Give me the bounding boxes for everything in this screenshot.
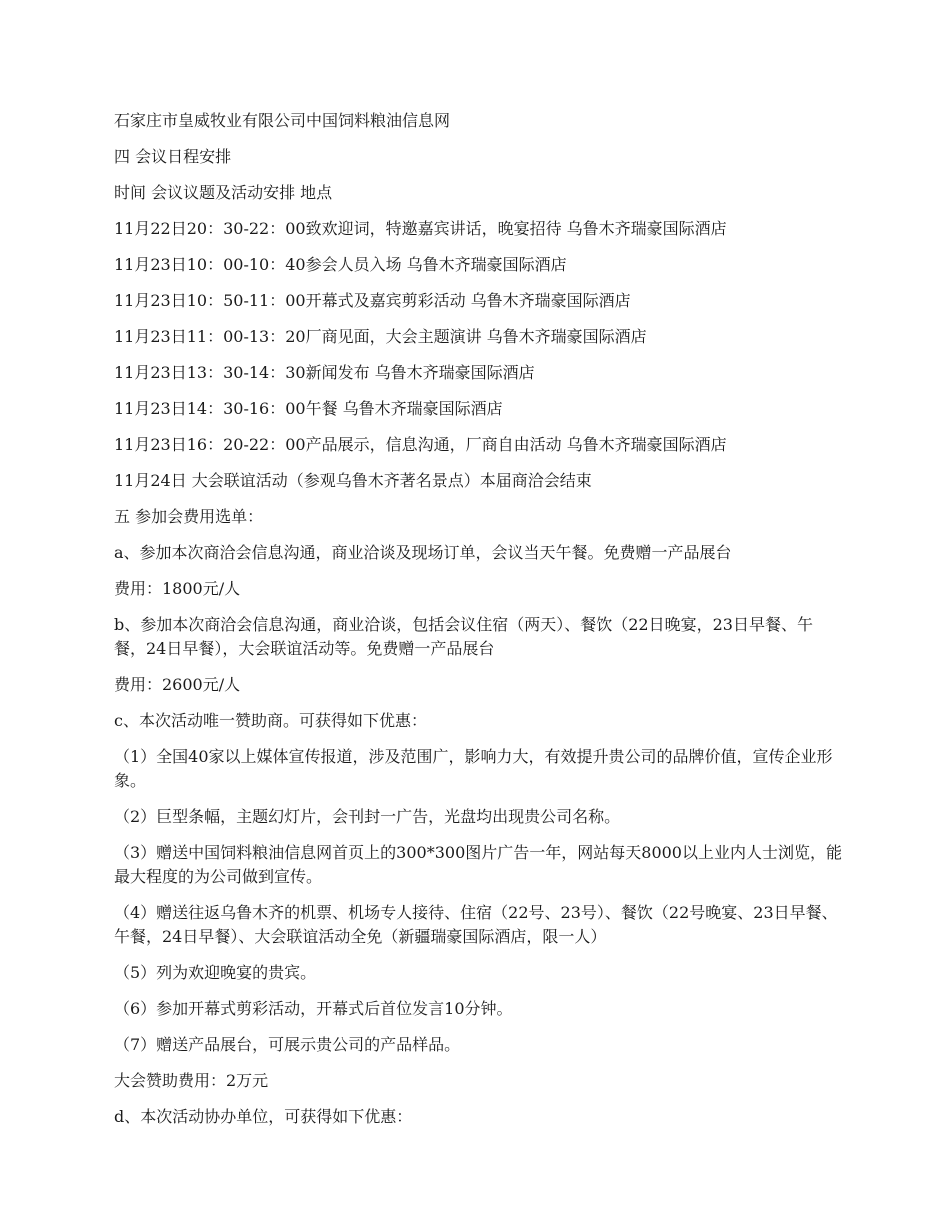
- paragraph-company-header: 石家庄市皇威牧业有限公司中国饲料粮油信息网: [114, 111, 451, 130]
- fee-option-b: b、参加本次商洽会信息沟通，商业洽谈，包括会议住宿（两天）、餐饮（22日晚宴，23日早餐、午餐，24日早餐），大会联谊活动等。免费赠一产品展台: [114, 615, 813, 658]
- schedule-item: 11月22日20：30-22：00致欢迎词，特邀嘉宾讲话，晚宴招待 乌鲁木齐瑞豪国际酒店: [114, 219, 727, 238]
- benefit-item: （5）列为欢迎晚宴的贵宾。: [114, 963, 317, 982]
- benefit-item: （3）赠送中国饲料粮油信息网首页上的300*300图片广告一年，网站每天8000以上业内人士浏览，能最大程度的为公司做到宣传。: [114, 843, 842, 886]
- schedule-item: 11月23日10：50-11：00开幕式及嘉宾剪彩活动 乌鲁木齐瑞豪国际酒店: [114, 291, 631, 310]
- fee-option-c: c、本次活动唯一赞助商。可获得如下优惠：: [114, 711, 427, 730]
- schedule-item: 11月23日11：00-13：20厂商见面，大会主题演讲 乌鲁木齐瑞豪国际酒店: [114, 327, 647, 346]
- benefit-item: （7）赠送产品展台，可展示贵公司的产品样品。: [114, 1035, 461, 1054]
- document-body: [114, 109, 844, 1141]
- benefit-item: （2）巨型条幅，主题幻灯片，会刊封一广告，光盘均出现贵公司名称。: [114, 807, 621, 826]
- schedule-item: 11月24日 大会联谊活动（参观乌鲁木齐著名景点）本届商洽会结束: [114, 471, 592, 490]
- benefit-item: （4）赠送往返乌鲁木齐的机票、机场专人接待、住宿（22号、23号）、餐饮（22号晚宴、23日早餐、午餐，24日早餐）、大会联谊活动全免（新疆瑞豪国际酒店，限一人）: [114, 903, 838, 946]
- benefit-item: （6）参加开幕式剪彩活动，开幕式后首位发言10分钟。: [114, 999, 513, 1018]
- fee-amount-b: 费用：2600元/人: [114, 675, 241, 694]
- section-heading-fees: 五 参加会费用选单：: [114, 507, 264, 526]
- fee-amount-a: 费用：1800元/人: [114, 579, 241, 598]
- schedule-item: 11月23日13：30-14：30新闻发布 乌鲁木齐瑞豪国际酒店: [114, 363, 535, 382]
- fee-option-a: a、参加本次商洽会信息沟通，商业洽谈及现场订单，会议当天午餐。免费赠一产品展台: [114, 543, 732, 562]
- schedule-item: 11月23日14：30-16：00午餐 乌鲁木齐瑞豪国际酒店: [114, 399, 503, 418]
- schedule-header: 时间 会议议题及活动安排 地点: [114, 183, 333, 202]
- section-heading-schedule: 四 会议日程安排: [114, 147, 232, 166]
- benefit-item: （1）全国40家以上媒体宣传报道，涉及范围广，影响力大，有效提升贵公司的品牌价值，宣传企业形象。: [114, 747, 833, 790]
- schedule-item: 11月23日16：20-22：00产品展示，信息沟通，厂商自由活动 乌鲁木齐瑞豪国际酒店: [114, 435, 727, 454]
- fee-option-d: d、本次活动协办单位，可获得如下优惠：: [114, 1107, 413, 1126]
- sponsor-fee: 大会赞助费用：2万元: [114, 1071, 269, 1090]
- schedule-item: 11月23日10：00-10：40参会人员入场 乌鲁木齐瑞豪国际酒店: [114, 255, 567, 274]
